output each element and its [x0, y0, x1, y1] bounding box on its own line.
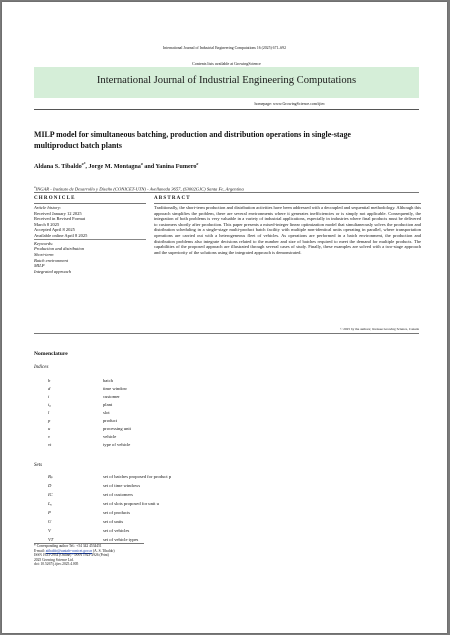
journal-title-box: [34, 67, 419, 98]
index-symbol: b: [48, 378, 51, 383]
index-desc: slot: [103, 410, 110, 415]
index-desc: type of vehicle: [103, 442, 131, 447]
set-desc: set of units: [103, 519, 124, 524]
index-desc: plant: [103, 402, 113, 407]
keyword: Production and distribution: [34, 246, 85, 252]
keyword: MILP: [34, 263, 45, 269]
abstract-heading: ABSTRACT: [154, 196, 191, 201]
issn-line: ISSN 1923-2934 (Online) - ISSN 1923-2926 (Print): [34, 553, 109, 558]
email-line: E-mail: atibaldo@santafe-conicet.gov.ar (A. S. Tibaldo): [34, 548, 115, 553]
index-symbol: i: [48, 394, 50, 399]
set-symbol: IC: [48, 492, 53, 497]
publisher-line: 2025 Growing Science Ltd.: [34, 557, 74, 562]
corresponding-author: * Corresponding author Tel.: +54 342 4534451: [34, 544, 102, 548]
keywords-label: Keywords:: [34, 240, 54, 246]
sets-heading: Sets: [34, 463, 43, 468]
article-title: MILP model for simultaneous batching, production and distribution operations in single-stage multiproduct batch plants: [34, 130, 351, 150]
abstract-rule: [154, 203, 421, 204]
affiliation: $^a$INGAR - Instituto de Desarrollo y Diseño (CONICET-UTN) - Avellaneda 3657, (S3002GJC) Santa Fe, Argentina: [34, 185, 244, 192]
index-symbol: p: [48, 418, 51, 423]
running-head: International Journal of Industrial Engineering Computations 16 (2025) 671–692: [163, 46, 286, 50]
email-link[interactable]: atibaldo@santafe-conicet.gov.ar: [45, 548, 93, 553]
accepted-date: Accepted April 8 2025: [34, 227, 75, 233]
journal-banner: [34, 58, 419, 112]
keyword: Short-term: [34, 251, 54, 257]
keyword: Integrated approach: [34, 268, 71, 274]
set-symbol: Lᵤ: [48, 501, 52, 506]
set-symbol: P: [48, 510, 51, 515]
index-symbol: vt: [48, 442, 52, 447]
doi-line: doi: 10.5267/j.ijiec.2025.4.005: [34, 562, 79, 567]
set-desc: set of time windows: [103, 483, 141, 488]
paper-page: [2, 2, 447, 633]
index-symbol: d: [48, 386, 51, 391]
set-symbol: V: [48, 528, 51, 533]
index-desc: product: [103, 418, 118, 423]
chronicle-rule: [34, 203, 146, 204]
set-desc: set of customers: [103, 492, 133, 497]
nomenclature-heading: Nomenclature: [34, 351, 68, 357]
online-date: Available online April 8 2025: [34, 232, 88, 238]
history-label: Article history:: [34, 205, 62, 210]
set-symbol: VT: [48, 537, 54, 542]
set-desc: set of vehicles: [103, 528, 130, 533]
journal-title: International Journal of Industrial Engineering Computations: [96, 75, 357, 86]
chronicle-box: [34, 205, 146, 274]
set-desc: set of batches proposed for product p: [103, 474, 172, 479]
set-desc: set of slots proposed for unit u: [103, 501, 159, 506]
abstract-bottom-rule: [34, 333, 419, 334]
index-desc: batch: [103, 378, 113, 383]
journal-homepage: homepage: www.GrowingScience.com/ijiec: [254, 101, 325, 106]
index-symbol: i₀: [48, 402, 51, 407]
set-symbol: U: [48, 519, 52, 524]
index-symbol: u: [48, 426, 51, 431]
contents-line: Contents lists available at GrowingScience: [192, 61, 261, 66]
index-desc: time window: [103, 386, 128, 391]
revised-date: March 8 2025: [34, 221, 60, 227]
index-desc: processing unit: [103, 426, 131, 431]
set-desc: set of products: [103, 510, 131, 515]
received-date: Received January 12 2025: [34, 210, 82, 216]
index-symbol: v: [48, 434, 51, 439]
set-symbol: D: [48, 483, 52, 488]
author-list: Aldana S. Tibaldo$^{a*}$, Jorge M. Montagna$^a$ and Yanina Fumero$^a$: [34, 162, 199, 171]
index-desc: customer: [103, 394, 120, 399]
affiliation-rule: [34, 192, 419, 193]
banner-rule: [34, 109, 419, 110]
indices-heading: Indices: [34, 365, 49, 370]
abstract-text: Traditionally, the short-term production and distribution activities have been addressed with a decoupled and sequential methodology. Although this approach simplifies the problem, there are several environments where it generates inefficiencies or is simply not applicable. Consequently, the integration of both problems is very valuable in a variety of industrial applications, especially in industries where final products must be delivered to customers shortly after production. This paper presents a mixed-integer linear optimization model that simultaneously solves the production and distribution scheduling in a single-stage multi-product batch facility with multiple non-identical units operating in parallel, where transportation operations are carried out with a heterogeneous fleet of vehicles. As operations are performed in a batch environment, the production and distribution problems also integrate decisions related to the number and size of batches required to meet the demand for multiple products. The capabilities of the proposed approach are illustrated through several cases of study. Finally, these examples are solved with a two-stage approach and the superiority of the solutions using the integrated approach is demonstrated.: [154, 205, 421, 255]
copyright-line: © 2025 by the authors; licensee Growing Science, Canada: [339, 327, 419, 331]
set-desc: set of vehicle types: [103, 537, 139, 542]
chronicle-heading: CHRONICLE: [34, 196, 76, 201]
index-symbol: l: [48, 410, 50, 415]
revised-label: Received in Revised Format: [34, 216, 86, 222]
keyword: Batch environment: [34, 257, 68, 263]
set-symbol: Bₚ: [48, 474, 53, 479]
footnote: [34, 544, 115, 567]
index-desc: vehicle: [103, 434, 117, 439]
